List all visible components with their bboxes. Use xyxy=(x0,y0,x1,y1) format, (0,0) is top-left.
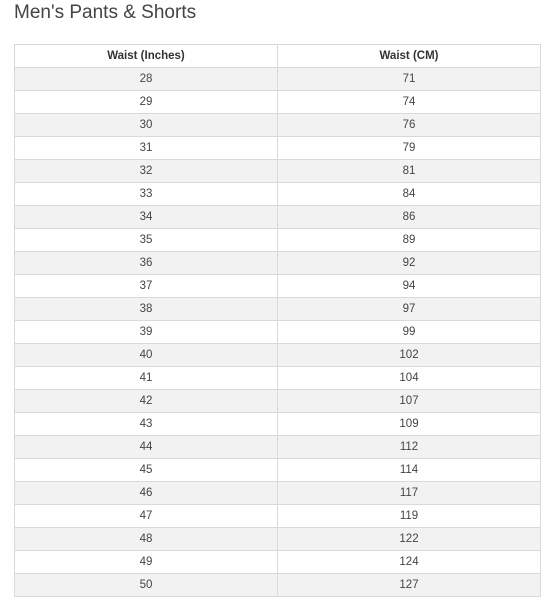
cell-waist-cm: 74 xyxy=(278,91,541,114)
header-waist-inches: Waist (Inches) xyxy=(15,45,278,68)
cell-waist-inches: 44 xyxy=(15,436,278,459)
cell-waist-cm: 84 xyxy=(278,183,541,206)
cell-waist-cm: 102 xyxy=(278,344,541,367)
cell-waist-cm: 94 xyxy=(278,275,541,298)
cell-waist-cm: 97 xyxy=(278,298,541,321)
cell-waist-inches: 37 xyxy=(15,275,278,298)
cell-waist-cm: 81 xyxy=(278,160,541,183)
cell-waist-inches: 39 xyxy=(15,321,278,344)
cell-waist-cm: 104 xyxy=(278,367,541,390)
cell-waist-inches: 41 xyxy=(15,367,278,390)
cell-waist-inches: 31 xyxy=(15,137,278,160)
table-row xyxy=(15,298,541,321)
cell-waist-cm: 76 xyxy=(278,114,541,137)
cell-waist-inches: 30 xyxy=(15,114,278,137)
cell-waist-cm: 119 xyxy=(278,505,541,528)
cell-waist-cm: 107 xyxy=(278,390,541,413)
cell-waist-cm: 127 xyxy=(278,574,541,597)
cell-waist-inches: 40 xyxy=(15,344,278,367)
table-row xyxy=(15,137,541,160)
header-waist-cm: Waist (CM) xyxy=(278,45,541,68)
table-row xyxy=(15,206,541,229)
table-row xyxy=(15,574,541,597)
table-row xyxy=(15,183,541,206)
cell-waist-inches: 36 xyxy=(15,252,278,275)
table-row xyxy=(15,68,541,91)
cell-waist-inches: 46 xyxy=(15,482,278,505)
cell-waist-cm: 124 xyxy=(278,551,541,574)
cell-waist-inches: 45 xyxy=(15,459,278,482)
table-row xyxy=(15,436,541,459)
cell-waist-cm: 92 xyxy=(278,252,541,275)
cell-waist-cm: 86 xyxy=(278,206,541,229)
table-row xyxy=(15,321,541,344)
cell-waist-cm: 122 xyxy=(278,528,541,551)
table-row xyxy=(15,367,541,390)
cell-waist-inches: 32 xyxy=(15,160,278,183)
table-row xyxy=(15,91,541,114)
cell-waist-cm: 89 xyxy=(278,229,541,252)
cell-waist-inches: 34 xyxy=(15,206,278,229)
cell-waist-inches: 28 xyxy=(15,68,278,91)
table-row xyxy=(15,413,541,436)
table-row xyxy=(15,229,541,252)
table-row xyxy=(15,114,541,137)
table-row xyxy=(15,482,541,505)
cell-waist-inches: 38 xyxy=(15,298,278,321)
table-row xyxy=(15,505,541,528)
cell-waist-inches: 35 xyxy=(15,229,278,252)
page-title: Men's Pants & Shorts xyxy=(14,2,197,23)
cell-waist-inches: 49 xyxy=(15,551,278,574)
table-row xyxy=(15,390,541,413)
size-chart-table xyxy=(14,44,541,597)
cell-waist-cm: 112 xyxy=(278,436,541,459)
cell-waist-inches: 42 xyxy=(15,390,278,413)
table-row xyxy=(15,459,541,482)
table-row xyxy=(15,344,541,367)
table-row xyxy=(15,551,541,574)
cell-waist-inches: 29 xyxy=(15,91,278,114)
cell-waist-inches: 47 xyxy=(15,505,278,528)
cell-waist-cm: 71 xyxy=(278,68,541,91)
cell-waist-inches: 50 xyxy=(15,574,278,597)
table-row xyxy=(15,275,541,298)
cell-waist-inches: 48 xyxy=(15,528,278,551)
cell-waist-cm: 117 xyxy=(278,482,541,505)
table-row xyxy=(15,160,541,183)
table-row xyxy=(15,252,541,275)
cell-waist-cm: 109 xyxy=(278,413,541,436)
cell-waist-cm: 114 xyxy=(278,459,541,482)
cell-waist-cm: 99 xyxy=(278,321,541,344)
cell-waist-cm: 79 xyxy=(278,137,541,160)
table-row xyxy=(15,528,541,551)
cell-waist-inches: 33 xyxy=(15,183,278,206)
table-header-row xyxy=(15,45,541,68)
table-body xyxy=(15,68,541,597)
cell-waist-inches: 43 xyxy=(15,413,278,436)
